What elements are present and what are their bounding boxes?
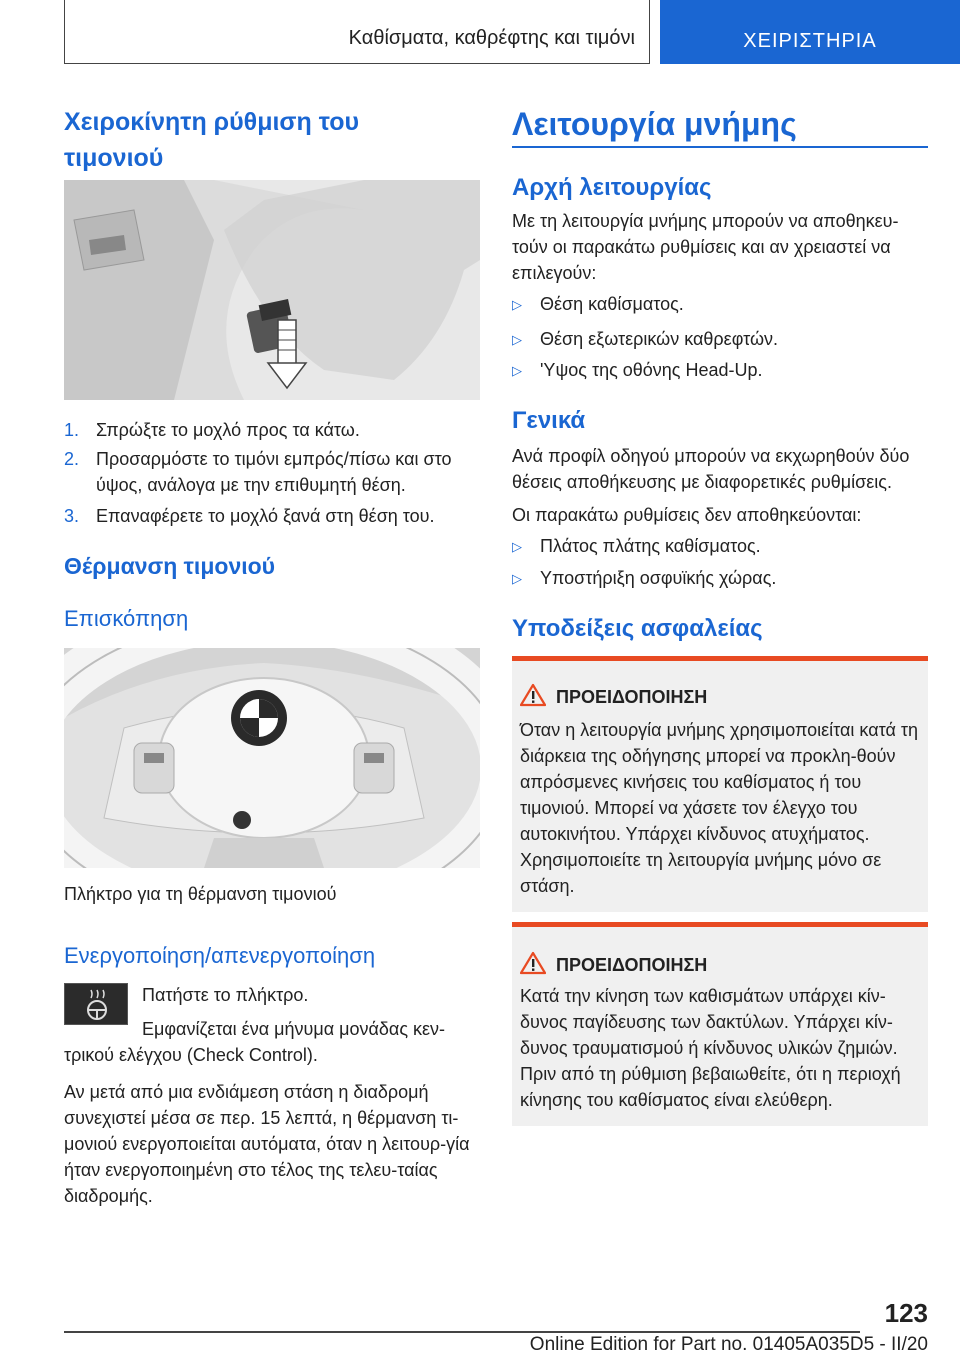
triangle-bullet-icon: ▷ (512, 571, 522, 586)
principle-heading: Αρχή λειτουργίας (512, 174, 712, 201)
not-saved-text: Οι παρακάτω ρυθμίσεις δεν αποθηκεύονται: (512, 505, 862, 525)
steering-wheel-image (64, 648, 480, 868)
step-2 (64, 446, 480, 498)
memory-heading: Λειτουργία μνήμης (512, 106, 797, 142)
warning-text: Όταν η λειτουργία μνήμης χρησιμοποιείται κατά τη διάρκεια της οδήγησης μπορεί να προκλη-θούν απρόσμενες κινήσεις του καθίσματος ή του τιμονιού. Μπορεί να χάσετε τον έλεγχο του αυτοκινήτου. Υπάρχει κίνδυνος ατυχήματος. Χρησιμοποιείτε τη λειτουργία μνήμης μόνο σε στάση. (520, 720, 918, 896)
warning-text: Κατά την κίνηση των καθισμάτων υπάρχει κίν-δυνος παγίδευσης των δακτύλων. Υπάρχει κίν-δυνος τραυματισμού ή κίνδυνος υλικών ζημιών. Πριν από τη ρύθμιση βεβαιωθείτε, ότι η περιοχή κίνησης του καθίσματος είναι ελεύθερη. (520, 986, 901, 1110)
not-saved-item-2 (512, 565, 928, 591)
step-number: 3. (64, 506, 80, 526)
overview-heading: Επισκόπηση (64, 606, 189, 631)
principle-item-3 (512, 357, 928, 383)
steering-column-lever-image (64, 180, 480, 400)
item-text: Θέση καθίσματος. (540, 294, 684, 314)
header-chapter-box (64, 0, 650, 64)
triangle-bullet-icon: ▷ (512, 363, 522, 378)
triangle-bullet-icon: ▷ (512, 539, 522, 554)
warning-triangle-icon (520, 951, 546, 980)
footer-rule (64, 1331, 860, 1333)
steering-heat-button-icon (64, 983, 128, 1025)
step-3 (64, 503, 480, 529)
principle-item-1 (512, 291, 928, 317)
steering-image-caption: Πλήκτρο για τη θέρμανση τιμονιού (64, 884, 337, 904)
heating-heading: Θέρμανση τιμονιού (64, 553, 276, 579)
section-tab[interactable] (660, 0, 960, 64)
step-text: Προσαρμόστε το τιμόνι εμπρός/πίσω και στο ύψος, ανάλογα με την επιθυμητή θέση. (96, 449, 452, 495)
item-text: 'Υψος της οθόνης Head-Up. (540, 360, 763, 380)
safety-heading: Υποδείξεις ασφαλείας (512, 615, 763, 642)
step-text: Σπρώξτε το μοχλό προς τα κάτω. (96, 420, 360, 440)
item-text: Πλάτος πλάτης καθίσματος. (540, 536, 761, 556)
warning-box-2 (512, 922, 928, 1126)
press-button-text: Πατήστε το πλήκτρο. (142, 985, 309, 1005)
chapter-title: Καθίσματα, καθρέφτης και τιμόνι (348, 27, 635, 49)
principle-item-2 (512, 326, 928, 352)
warning-box-1 (512, 656, 928, 912)
principle-text: Με τη λειτουργία μνήμης μπορούν να αποθηκευ-τούν οι παρακάτω ρυθμίσεις και αν χρειαστεί να επιλεγούν: (512, 211, 899, 283)
activate-heading: Ενεργοποίηση/απενεργοποίηση (64, 943, 376, 968)
general-text: Ανά προφίλ οδηγού μπορούν να εκχωρηθούν δύο θέσεις αποθήκευσης με διαφορετικές ρυθμίσεις. (512, 446, 910, 492)
warning-triangle-icon (520, 683, 546, 712)
triangle-bullet-icon: ▷ (512, 297, 522, 312)
section-tab-label: ΧΕΙΡΙΣΤΗΡΙΑ (743, 30, 877, 52)
manual-adjust-heading: Χειροκίνητη ρύθμιση του τιμονιού (64, 108, 360, 172)
item-text: Θέση εξωτερικών καθρεφτών. (540, 329, 779, 349)
step-text: Επαναφέρετε το μοχλό ξανά στη θέση του. (96, 506, 435, 526)
item-text: Υποστήριξη οσφυϊκής χώρας. (540, 568, 777, 588)
warning-title: ΠΡΟΕΙΔΟΠΟΙΗΣΗ (556, 687, 708, 707)
triangle-bullet-icon: ▷ (512, 332, 522, 347)
memory-heading-rule (512, 146, 928, 148)
step-1 (64, 417, 480, 443)
general-heading: Γενικά (512, 407, 586, 434)
not-saved-item-1 (512, 533, 928, 559)
warning-title: ΠΡΟΕΙΔΟΠΟΙΗΣΗ (556, 955, 708, 975)
message-line-2: τρικού ελέγχου (Check Control). (64, 1045, 318, 1065)
step-number: 1. (64, 420, 80, 440)
edition-footer: Online Edition for Part no. 01405A035D5 - II/20 (529, 1334, 928, 1355)
step-number: 2. (64, 449, 80, 469)
page-number: 123 (884, 1298, 928, 1328)
bmw-logo-icon (231, 690, 287, 746)
auto-activation-text: Αν μετά από μια ενδιάμεση στάση η διαδρομή συνεχιστεί μέσα σε περ. 15 λεπτά, η θέρμανση τι-μονιού ενεργοποιείται αυτόματα, όταν η λειτουρ-γία ήταν ενεργοποιημένη στο τέλος της τελευ-ταίας διαδρομής. (64, 1082, 470, 1206)
message-line-1: Εμφανίζεται ένα μήνυμα μονάδας κεν- (142, 1019, 446, 1039)
